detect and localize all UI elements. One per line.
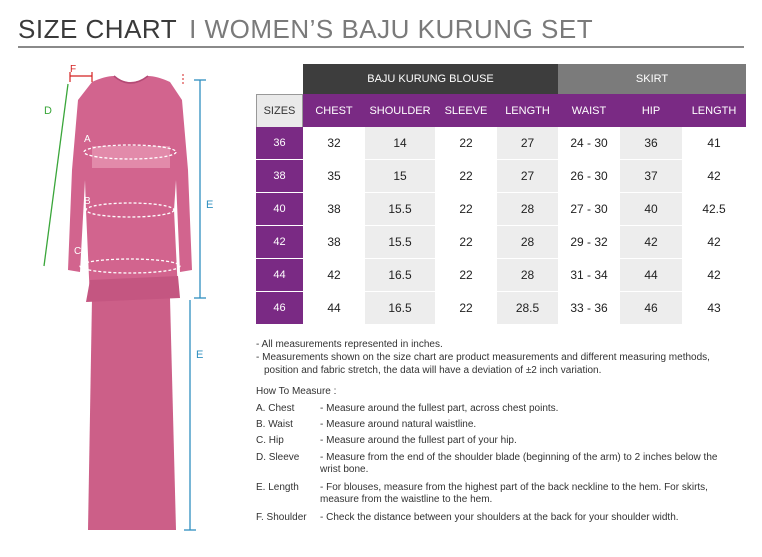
measure-label: A. Chest bbox=[256, 403, 295, 414]
note-deviation: - Measurements shown on the size chart are product measurements and different measuring methods, position and fabric stretch, the data will have a deviation of ±2 inch variation. bbox=[256, 352, 710, 376]
measure-label: D. Sleeve bbox=[256, 452, 300, 463]
blouse-group-header: BAJU KURUNG BLOUSE bbox=[303, 64, 558, 94]
shoulder-cell: 16.5 bbox=[365, 259, 435, 291]
chest-cell: 44 bbox=[303, 292, 365, 324]
col-sizes: SIZES bbox=[256, 94, 303, 127]
measure-label: B. Waist bbox=[256, 419, 293, 430]
measure-desc: - Measure around the fullest part of your hip. bbox=[320, 435, 517, 446]
length-cell: 27 bbox=[497, 127, 558, 159]
skirt-length-cell: 42 bbox=[682, 259, 746, 291]
length-cell: 28.5 bbox=[497, 292, 558, 324]
chest-cell: 42 bbox=[303, 259, 365, 291]
skirt-length-cell: 43 bbox=[682, 292, 746, 324]
measure-label: C. Hip bbox=[256, 435, 284, 446]
hip-cell: 37 bbox=[620, 160, 682, 192]
size-cell: 42 bbox=[256, 226, 303, 258]
table-row bbox=[256, 193, 746, 226]
col-waist: WAIST bbox=[558, 94, 620, 127]
table-row bbox=[256, 160, 746, 193]
sleeve-cell: 22 bbox=[435, 259, 497, 291]
label-f: F bbox=[70, 64, 77, 75]
skirt-length-cell: 41 bbox=[682, 127, 746, 159]
lace-band bbox=[92, 146, 170, 168]
sleeve-cell: 22 bbox=[435, 193, 497, 225]
measure-desc: - Measure around the fullest part, across chest points. bbox=[320, 403, 559, 414]
hip-cell: 46 bbox=[620, 292, 682, 324]
chest-cell: 35 bbox=[303, 160, 365, 192]
size-cell: 44 bbox=[256, 259, 303, 291]
length-cell: 28 bbox=[497, 193, 558, 225]
title-main: SIZE CHART bbox=[18, 14, 178, 44]
hip-cell: 42 bbox=[620, 226, 682, 258]
garment-illustration bbox=[30, 60, 230, 540]
size-cell: 38 bbox=[256, 160, 303, 192]
length-cell: 28 bbox=[497, 259, 558, 291]
skirt-shape bbox=[88, 298, 176, 530]
label-c: C bbox=[74, 246, 82, 257]
shoulder-cell: 14 bbox=[365, 127, 435, 159]
label-d: D bbox=[44, 105, 52, 117]
table-row bbox=[256, 259, 746, 292]
page-title bbox=[18, 14, 593, 46]
col-sleeve: SLEEVE bbox=[435, 94, 497, 127]
measure-label: E. Length bbox=[256, 482, 299, 493]
skirt-length-cell: 42.5 bbox=[682, 193, 746, 225]
col-shoulder: SHOULDER bbox=[365, 94, 435, 127]
measure-desc: - Measure around natural waistline. bbox=[320, 419, 477, 430]
waist-cell: 31 - 34 bbox=[558, 259, 620, 291]
note-inches: - All measurements represented in inches. bbox=[256, 339, 443, 350]
sleeve-cell: 22 bbox=[435, 292, 497, 324]
size-cell: 36 bbox=[256, 127, 303, 159]
chest-cell: 38 bbox=[303, 226, 365, 258]
measure-desc: - Measure from the end of the shoulder blade (beginning of the arm) to 2 inches below the wrist bone. bbox=[320, 452, 718, 475]
label-a: A bbox=[84, 134, 91, 145]
col-length: LENGTH bbox=[497, 94, 558, 127]
waist-cell: 29 - 32 bbox=[558, 226, 620, 258]
hip-cell: 40 bbox=[620, 193, 682, 225]
hip-cell: 36 bbox=[620, 127, 682, 159]
length-cell: 28 bbox=[497, 226, 558, 258]
title-sub: I WOMEN’S BAJU KURUNG SET bbox=[189, 14, 594, 44]
skirt-length-cell: 42 bbox=[682, 226, 746, 258]
shoulder-cell: 15 bbox=[365, 160, 435, 192]
title-underline bbox=[18, 46, 744, 48]
waist-cell: 24 - 30 bbox=[558, 127, 620, 159]
skirt-length-cell: 42 bbox=[682, 160, 746, 192]
sleeve-cell: 22 bbox=[435, 160, 497, 192]
column-header-row bbox=[256, 94, 746, 127]
length-cell: 27 bbox=[497, 160, 558, 192]
measure-desc: - For blouses, measure from the highest part of the back neckline to the hem. For skirts, measure from the waistline to the hem. bbox=[320, 482, 708, 505]
sleeve-cell: 22 bbox=[435, 226, 497, 258]
size-cell: 46 bbox=[256, 292, 303, 324]
how-to-measure-title: How To Measure : bbox=[256, 386, 337, 397]
measure-label: F. Shoulder bbox=[256, 512, 307, 523]
measurement-notes bbox=[256, 338, 736, 377]
shoulder-cell: 15.5 bbox=[365, 193, 435, 225]
waist-cell: 26 - 30 bbox=[558, 160, 620, 192]
shoulder-cell: 16.5 bbox=[365, 292, 435, 324]
hip-cell: 44 bbox=[620, 259, 682, 291]
chest-cell: 38 bbox=[303, 193, 365, 225]
waist-cell: 27 - 30 bbox=[558, 193, 620, 225]
col-chest: CHEST bbox=[303, 94, 365, 127]
sleeve-cell: 22 bbox=[435, 127, 497, 159]
waist-cell: 33 - 36 bbox=[558, 292, 620, 324]
table-row bbox=[256, 292, 746, 325]
measure-desc: - Check the distance between your shoulders at the back for your shoulder width. bbox=[320, 512, 679, 523]
size-cell: 40 bbox=[256, 193, 303, 225]
table-row bbox=[256, 226, 746, 259]
table-row bbox=[256, 127, 746, 160]
col-skirt-length: LENGTH bbox=[682, 94, 746, 127]
chest-cell: 32 bbox=[303, 127, 365, 159]
label-e-skirt: E bbox=[196, 349, 204, 361]
col-hip: HIP bbox=[620, 94, 682, 127]
blouse-shape bbox=[68, 76, 192, 300]
label-b: B bbox=[84, 196, 91, 207]
shoulder-cell: 15.5 bbox=[365, 226, 435, 258]
skirt-group-header: SKIRT bbox=[558, 64, 746, 94]
label-e-blouse: E bbox=[206, 199, 214, 211]
